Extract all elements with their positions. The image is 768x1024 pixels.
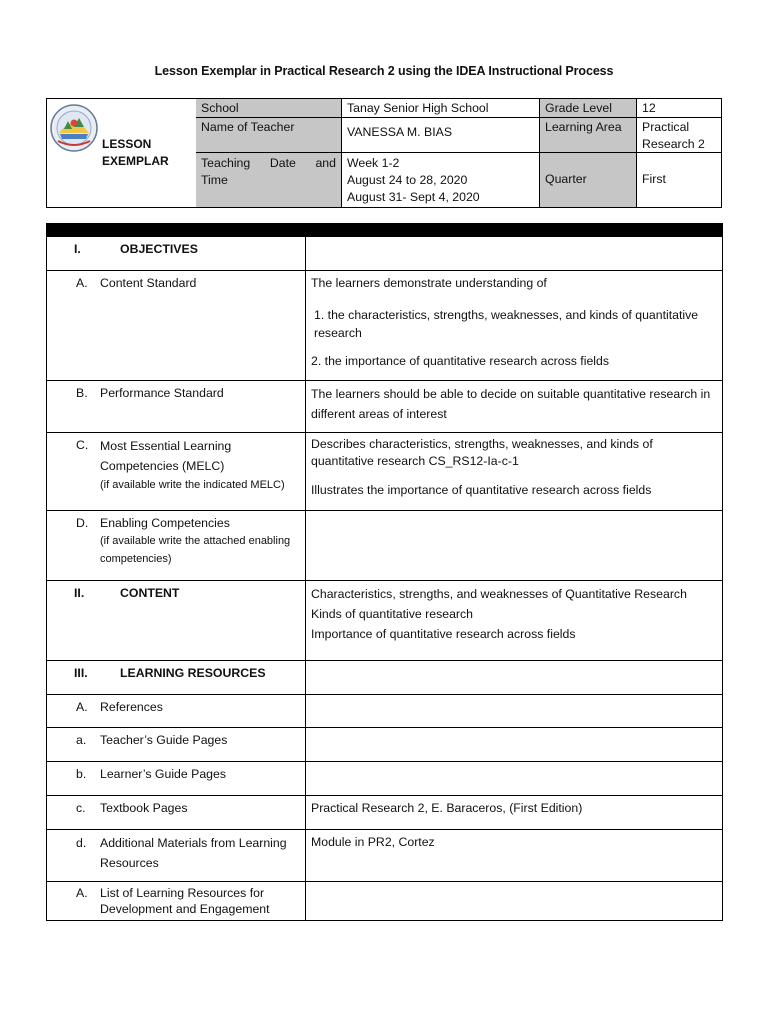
teachers-guide-label: Teacher’s Guide Pages bbox=[100, 733, 228, 747]
table-row: II. CONTENT Characteristics, strengths, and weaknesses of Quantitative Research Kinds of quantitative research Importance of quantitative research across fields bbox=[47, 581, 723, 661]
teacher-value: VANESSA M. BIAS bbox=[342, 118, 540, 153]
melc-note: (if available write the indicated MELC) bbox=[100, 479, 285, 491]
learning-area-value: Practical Research 2 bbox=[637, 118, 721, 153]
content-standard-label: Content Standard bbox=[100, 276, 197, 290]
enabling-label: Enabling Competencies bbox=[100, 516, 230, 530]
list-resources-label: List of Learning Resources for Development and Engagement bbox=[100, 886, 270, 916]
header-table bbox=[46, 98, 722, 208]
content-standard-value: The learners demonstrate understanding of 1. the characteristics, strengths, weaknesses, and kinds of quantitative research 2. the importance of quantitative research across fields bbox=[306, 271, 723, 381]
melc-label: Most Essential Learning Competencies (MELC) bbox=[100, 439, 232, 473]
references-label: References bbox=[100, 700, 163, 714]
table-row: A. References bbox=[47, 695, 723, 728]
school-value: Tanay Senior High School bbox=[342, 99, 540, 118]
content-value: Characteristics, strengths, and weaknesses of Quantitative Research Kinds of quantitative research Importance of quantitative research across fields bbox=[306, 581, 723, 661]
teaching-date-value: Week 1-2 August 24 to 28, 2020 August 31- Sept 4, 2020 bbox=[342, 153, 540, 207]
additional-materials-value: Module in PR2, Cortez bbox=[306, 830, 723, 882]
table-row: C. Most Essential Learning Competencies (MELC) (if available write the indicated MELC) Describes characteristics, strengths, weaknesses, and kinds of quantitative research CS_RS12-Ia-c-1 Illustrates the importance of quantitative research across fields bbox=[47, 433, 723, 511]
textbook-label: Textbook Pages bbox=[100, 801, 188, 815]
performance-standard-value: The learners should be able to decide on suitable quantitative research in different areas of interest bbox=[306, 381, 723, 433]
quarter-value: First bbox=[642, 172, 666, 186]
lesson-exemplar-label: LESSON EXEMPLAR bbox=[102, 137, 169, 168]
textbook-value: Practical Research 2, E. Baraceros, (First Edition) bbox=[306, 796, 723, 830]
teaching-date-label: Teaching Date and Time bbox=[196, 153, 342, 207]
table-row: III. LEARNING RESOURCES bbox=[47, 661, 723, 695]
grade-level-value: 12 bbox=[637, 99, 721, 118]
learning-area-label: Learning Area bbox=[540, 118, 637, 153]
objectives-label: OBJECTIVES bbox=[120, 242, 198, 256]
table-row: A. List of Learning Resources for Development and Engagement bbox=[47, 882, 723, 921]
table-row: a. Teacher’s Guide Pages bbox=[47, 728, 723, 762]
table-header-bar bbox=[47, 224, 723, 237]
document-title: Lesson Exemplar in Practical Research 2 using the IDEA Instructional Process bbox=[154, 64, 614, 78]
table-row: d. Additional Materials from Learning Resources Module in PR2, Cortez bbox=[47, 830, 723, 882]
content-label: CONTENT bbox=[120, 586, 180, 600]
enabling-note: (if available write the attached enabling competencies) bbox=[100, 535, 291, 565]
melc-value: Describes characteristics, strengths, weaknesses, and kinds of quantitative research CS_RS12-Ia-c-1 Illustrates the importance of quantitative research across fields bbox=[306, 433, 723, 511]
table-row: B. Performance Standard The learners should be able to decide on suitable quantitative research in different areas of interest bbox=[47, 381, 723, 433]
grade-level-label: Grade Level bbox=[540, 99, 637, 118]
table-row: b. Learner’s Guide Pages bbox=[47, 762, 723, 796]
teacher-label: Name of Teacher bbox=[196, 118, 342, 153]
learners-guide-label: Learner’s Guide Pages bbox=[100, 767, 227, 781]
lesson-table bbox=[46, 223, 723, 921]
table-row: c. Textbook Pages Practical Research 2, E. Baraceros, (First Edition) bbox=[47, 796, 723, 830]
additional-materials-label: Additional Materials from Learning Resources bbox=[100, 836, 287, 870]
table-row: D. Enabling Competencies (if available write the attached enabling competencies) bbox=[47, 511, 723, 581]
table-row: A. Content Standard The learners demonstrate understanding of 1. the characteristics, strengths, weaknesses, and kinds of quantitative research 2. the importance of quantitative research across fields bbox=[47, 271, 723, 381]
performance-standard-label: Performance Standard bbox=[100, 386, 224, 400]
learning-resources-label: LEARNING RESOURCES bbox=[120, 666, 266, 680]
school-seal-logo bbox=[50, 103, 98, 153]
header-logo-cell bbox=[47, 99, 197, 207]
quarter-label: Quarter bbox=[540, 153, 637, 207]
table-row: I. OBJECTIVES bbox=[47, 237, 723, 271]
school-label: School bbox=[196, 99, 342, 118]
